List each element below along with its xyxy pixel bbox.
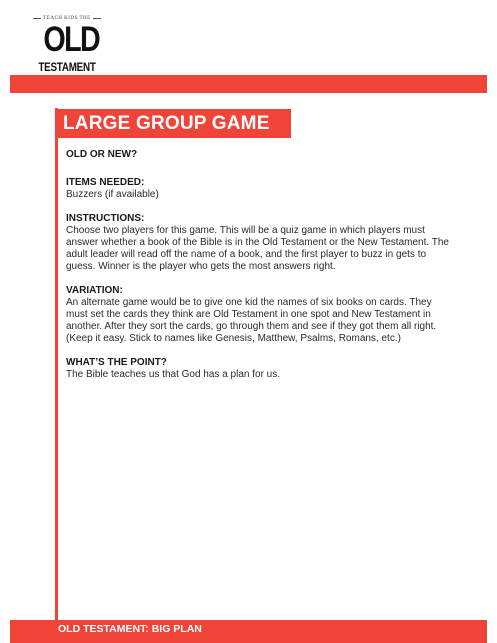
game-title: OLD OR NEW? <box>66 149 138 160</box>
game-title-section <box>66 149 456 161</box>
point-heading: WHAT’S THE POINT? <box>66 357 167 368</box>
logo-title-sub: TESTAMENT <box>38 60 96 74</box>
logo-tagline: TEACH KIDS THE <box>43 15 91 21</box>
footer-text: OLD TESTAMENT: BIG PLAN <box>58 623 202 635</box>
point-text: The Bible teaches us that God has a plan for us. <box>66 369 281 380</box>
instructions-section <box>66 213 456 273</box>
logo-rule-left <box>33 18 41 19</box>
logo-rule-right <box>93 18 101 19</box>
lesson-content <box>66 149 456 393</box>
variation-heading: VARIATION: <box>66 285 123 296</box>
items-heading: ITEMS NEEDED: <box>66 177 145 188</box>
logo <box>26 14 108 74</box>
top-accent-band <box>10 75 487 93</box>
logo-title-main: OLD <box>43 20 100 59</box>
left-accent-rule <box>55 108 58 620</box>
items-text: Buzzers (if available) <box>66 189 159 200</box>
instructions-heading: INSTRUCTIONS: <box>66 213 145 224</box>
variation-section <box>66 285 456 345</box>
point-section <box>66 357 456 381</box>
items-section <box>66 177 456 201</box>
variation-text: An alternate game would be to give one kid the names of six books on cards. They must set the cards they think are Old Testament in one spot and New Testament in another. After they sort the cards, go through them and see if they got them all right. (Keep it easy. Stick to names like Genesis, Matthew, Psalms, Romans, etc.) <box>66 297 437 344</box>
instructions-text: Choose two players for this game. This will be a quiz game in which players must answer whether a book of the Bible is in the Old Testament or the New Testament. The adult leader will read off the name of a book, and the first player to buzz in gets to guess. Winner is the player who gets the most answers right. <box>66 225 449 272</box>
section-header-title: LARGE GROUP GAME <box>63 113 270 134</box>
